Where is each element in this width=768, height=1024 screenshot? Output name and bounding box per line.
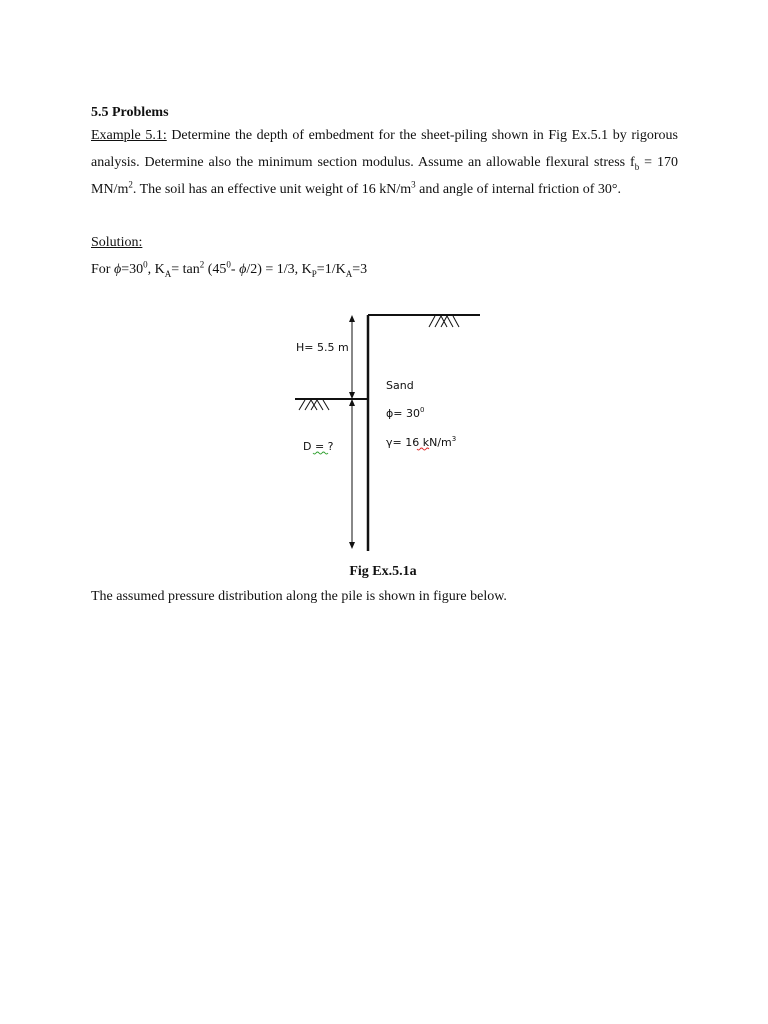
example-text-1: Determine the depth of embedment for the sheet-piling shown in Fig Ex.5.1 by rigorous analysis. Determine also the minimum section modulus. Assume an allowable flexural stress [91,128,678,170]
stress-subscript: b [634,161,640,172]
ground-hatch-top-icon [429,316,459,327]
formula-text: (45 [204,262,227,277]
example-text-2-sup: 2 [128,179,133,190]
example-text-3-sup: 3 [411,179,416,190]
solution-formula [91,256,367,283]
formula-text: =30 [121,262,144,277]
gamma-label: γ= 16 $kN/m^3$ [386,435,457,449]
d-arrow-down-icon [349,542,355,549]
formula-text: =1/K [316,262,346,277]
figure-caption [0,562,768,582]
formula-sub: A [164,268,172,279]
formula-sub: P [311,268,317,279]
formula-sup: 0 [226,259,231,270]
h-arrow-down-icon [349,392,355,399]
example-paragraph [91,122,678,203]
d-label: D = ? [303,440,334,453]
phi-label: $\phi= 30^0$ [386,406,425,420]
example-text-2: = 170 MN/m [91,155,678,197]
example-text-3: . The soil has an effective unit weight of 16 kN/m [132,182,412,197]
stress-symbol: f [630,155,635,170]
formula-text: , K [147,262,165,277]
h-arrow-up-icon [349,315,355,322]
sheet-pile-figure [285,305,490,560]
soil-label: Sand [386,379,414,392]
closing-text: The assumed pressure distribution along the pile is shown in figure below. [91,589,507,604]
formula-text: = tan [171,262,200,277]
example-label: Example 5.1: [91,128,167,143]
example-text-4: and angle of internal friction of 30°. [415,182,622,197]
figure-caption-text: Fig Ex.5.1a [349,564,417,579]
formula-sub: A [345,268,353,279]
ground-hatch-left-icon [299,400,329,410]
formula-text: For [91,262,114,277]
section-heading: 5.5 Problems [91,105,169,120]
phi-symbol: ϕ [239,262,247,277]
phi-symbol: ϕ [113,262,122,277]
formula-sup: 2 [199,259,205,270]
formula-text: /2) = 1/3, K [246,262,312,277]
solution-label: Solution: [91,235,143,250]
formula-text: - [230,262,240,277]
d-arrow-up-icon [349,399,355,406]
h-label: H= 5.5 m [296,341,349,354]
formula-text: =3 [352,262,368,277]
formula-sup: 0 [143,259,148,270]
